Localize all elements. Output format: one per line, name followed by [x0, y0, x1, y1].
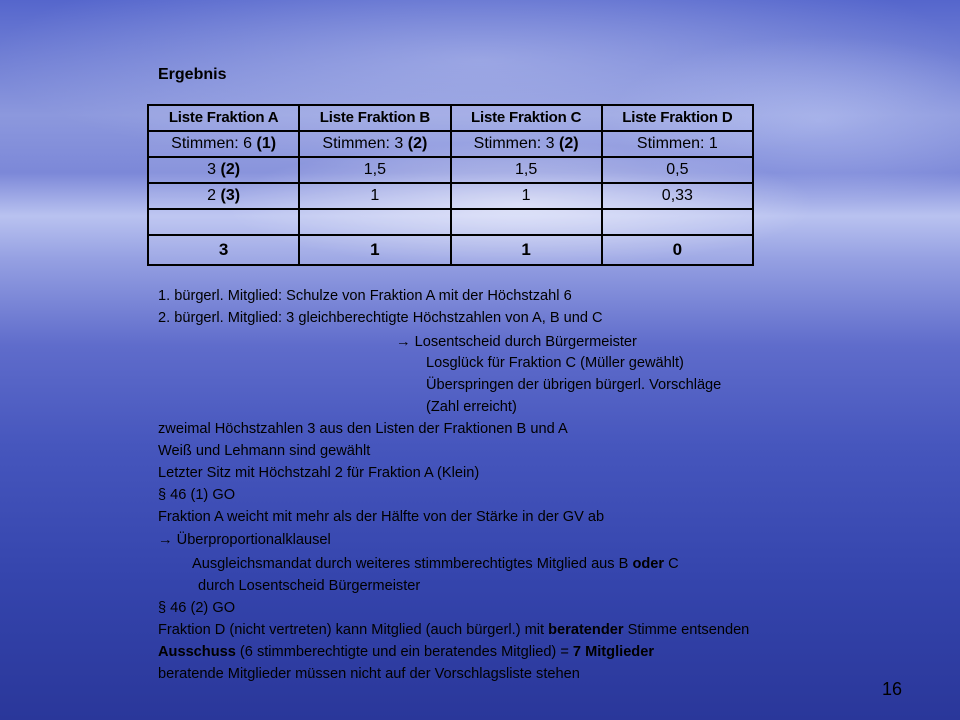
- text-line: Fraktion D (nicht vertreten) kann Mitglied (auch bürgerl.) mit beratender Stimme entsenden: [158, 622, 750, 638]
- text-line: 1. bürgerl. Mitglied: Schulze von Fraktion A mit der Höchstzahl 6: [158, 288, 572, 304]
- div2-d: 0,5: [602, 157, 753, 183]
- header-fraktion-a: Liste Fraktion A: [148, 105, 299, 131]
- text-line: § 46 (1) GO: [158, 487, 236, 503]
- total-a: 3: [148, 235, 299, 265]
- result-heading: Ergebnis: [158, 66, 227, 83]
- header-fraktion-c: Liste Fraktion C: [451, 105, 602, 131]
- text-line: 2. bürgerl. Mitglied: 3 gleichberechtigte Höchstzahlen von A, B und C: [158, 310, 603, 326]
- total-c: 1: [451, 235, 602, 265]
- votes-c: Stimmen: 3 (2): [451, 131, 602, 157]
- empty-d: [602, 209, 753, 235]
- table-row-divisor-2: [148, 157, 753, 183]
- text-line: zweimal Höchstzahlen 3 aus den Listen der Fraktionen B und A: [158, 421, 568, 437]
- div2-b: 1,5: [299, 157, 450, 183]
- table-row-empty: [148, 209, 753, 235]
- empty-b: [299, 209, 450, 235]
- votes-a: Stimmen: 6 (1): [148, 131, 299, 157]
- total-d: 0: [602, 235, 753, 265]
- text-line: → Losentscheid durch Bürgermeister: [396, 334, 637, 350]
- div3-a: 2 (3): [148, 183, 299, 209]
- div2-c: 1,5: [451, 157, 602, 183]
- table-row-totals: [148, 235, 753, 265]
- div3-d: 0,33: [602, 183, 753, 209]
- text-line: Letzter Sitz mit Höchstzahl 2 für Fraktion A (Klein): [158, 465, 480, 481]
- text-line: Überspringen der übrigen bürgerl. Vorschläge: [426, 377, 722, 393]
- text-line: Ausgleichsmandat durch weiteres stimmberechtigtes Mitglied aus B oder C: [192, 556, 679, 572]
- explanation-text: [158, 285, 948, 685]
- header-fraktion-d: Liste Fraktion D: [602, 105, 753, 131]
- votes-d: Stimmen: 1: [602, 131, 753, 157]
- page-number: 16: [882, 679, 903, 699]
- text-line: Fraktion A weicht mit mehr als der Hälfte von der Stärke in der GV ab: [158, 509, 605, 525]
- votes-b: Stimmen: 3 (2): [299, 131, 450, 157]
- table-row-divisor-3: [148, 183, 753, 209]
- text-line: (Zahl erreicht): [426, 399, 517, 415]
- text-line: beratende Mitglieder müssen nicht auf der Vorschlagsliste stehen: [158, 666, 580, 682]
- header-fraktion-b: Liste Fraktion B: [299, 105, 450, 131]
- div3-b: 1: [299, 183, 450, 209]
- text-line: durch Losentscheid Bürgermeister: [198, 578, 421, 594]
- text-line: Ausschuss (6 stimmberechtigte und ein beratendes Mitglied) = 7 Mitglieder: [158, 644, 655, 660]
- text-line: Weiß und Lehmann sind gewählt: [158, 443, 371, 459]
- div3-c: 1: [451, 183, 602, 209]
- table-header-row: [148, 105, 753, 131]
- div2-a: 3 (2): [148, 157, 299, 183]
- empty-c: [451, 209, 602, 235]
- total-b: 1: [299, 235, 450, 265]
- allocation-table: [147, 104, 754, 266]
- empty-a: [148, 209, 299, 235]
- text-line: → Überproportionalklausel: [158, 532, 331, 548]
- text-line: Losglück für Fraktion C (Müller gewählt): [426, 355, 684, 371]
- table-row-votes: [148, 131, 753, 157]
- text-line: § 46 (2) GO: [158, 600, 236, 616]
